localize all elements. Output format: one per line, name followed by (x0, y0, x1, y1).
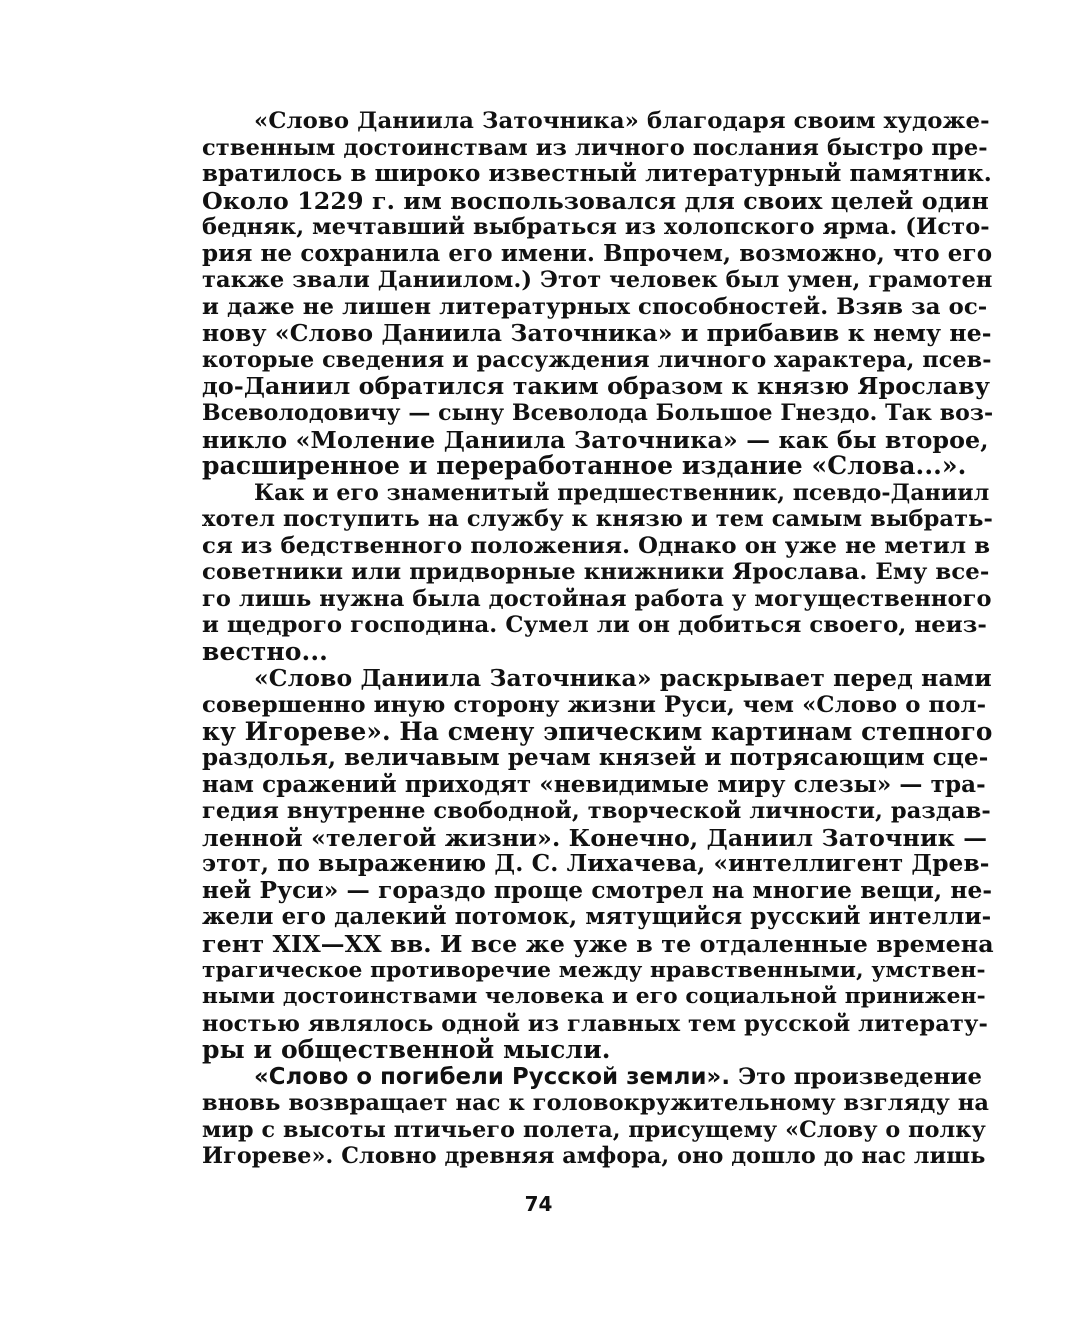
paragraph-2 (150, 479, 993, 666)
text-line: вновь возвращает нас к головокружительному взгляду на (202, 1090, 990, 1117)
body-text (150, 108, 994, 1170)
text-line: Как и его знаменитый предшественник, псевдо-Даниил (254, 479, 990, 506)
text-line: вратилось в широко известный литературный памятник. (202, 160, 992, 188)
text-line: нам сражений приходят «невидимые миру слезы» — тра- (202, 770, 986, 798)
text-line: ностью являлось одной из главных тем русской литерату- (202, 1010, 988, 1037)
page-number: 74 (524, 1192, 553, 1216)
text-line: трагическое противоречие между нравственными, умствен- (202, 957, 986, 983)
text-line: раздолья, величавым речам князей и потрясающим сце- (202, 744, 989, 772)
text-line: и щедрого господина. Сумел ли он добиться своего, неиз- (202, 612, 987, 639)
paragraph-4 (150, 1063, 990, 1170)
paragraph-3 (150, 664, 994, 1065)
text-line: также звали Даниилом.) Этот человек был умен, грамотен (202, 267, 993, 294)
text-line: гент XIX—XX вв. И все же уже в те отдаленные времена (202, 929, 994, 958)
text-line: вестно... (202, 636, 328, 666)
text-line: Всеволодовичу — сыну Всеволода Большое Гнездо. Так воз- (202, 400, 994, 427)
text-line: этот, по выражению Д. С. Лихачева, «интеллигент Древ- (202, 850, 990, 878)
text-line: гедия внутренне свободной, творческой личности, раздав- (202, 798, 991, 825)
text-line: хотел поступить на службу к князю и тем самым выбрать- (202, 506, 993, 533)
text-line: Игореве». Словно древняя амфора, оно дошло до нас лишь (202, 1143, 986, 1170)
text-line: ственным достоинствам из личного послания быстро пре- (202, 134, 988, 161)
text-line: го лишь нужна была достойная работа у могущественного (202, 585, 992, 612)
text-line: совершенно иную сторону жизни Руси, чем «Слово о пол- (202, 692, 987, 719)
text-line: «Слово Даниила Заточника» благодаря своим художе- (254, 108, 990, 134)
text-line: рия не сохранила его имени. Впрочем, возможно, что его (202, 239, 993, 267)
text-line: до-Даниил обратился таким образом к князю Ярославу (202, 372, 991, 401)
text-line: которые сведения и рассуждения личного характера, псев- (202, 346, 992, 373)
text-line: расширенное и переработанное издание «Слова...». (202, 451, 967, 481)
text-line: жели его далекий потомок, мятущийся русский интелли- (202, 903, 992, 931)
paragraph-1 (150, 108, 994, 481)
text-line: «Слово Даниила Заточника» раскрывает перед нами (254, 664, 992, 693)
text-line: советники или придворные книжники Ярослава. Ему все- (202, 559, 990, 586)
text-fragment: Это произведение (730, 1063, 983, 1090)
text-line: ся из бедственного положения. Однако он уже не метил в (202, 532, 991, 559)
text-line: ленной «телегой жизни». Конечно, Даниил Заточник — (202, 823, 988, 852)
text-line: нову «Слово Даниила Заточника» и прибавив к нему не- (202, 319, 992, 348)
text-line: Около 1229 г. им воспользовался для своих целей один (202, 186, 989, 215)
text-line: ными достоинствами человека и его социальной принижен- (202, 984, 986, 1010)
section-heading: «Слово о погибели Русской земли». (254, 1063, 731, 1090)
text-line (150, 1063, 983, 1091)
text-line: бедняк, мечтавший выбраться из холопского ярма. (Исто- (202, 214, 990, 241)
text-line: мир с высоты птичьего полета, присущему «Слову о полку (202, 1116, 986, 1143)
text-line: ры и общественной мысли. (202, 1035, 611, 1065)
text-line: ней Руси» — гораздо проще смотрел на многие вещи, не- (202, 876, 993, 904)
text-line: ку Игореве». На смену эпическим картинам степного (202, 716, 993, 746)
text-line: никло «Моление Даниила Заточника» — как бы второе, (202, 425, 989, 454)
text-line: и даже не лишен литературных способностей. Взяв за ос- (202, 293, 988, 320)
